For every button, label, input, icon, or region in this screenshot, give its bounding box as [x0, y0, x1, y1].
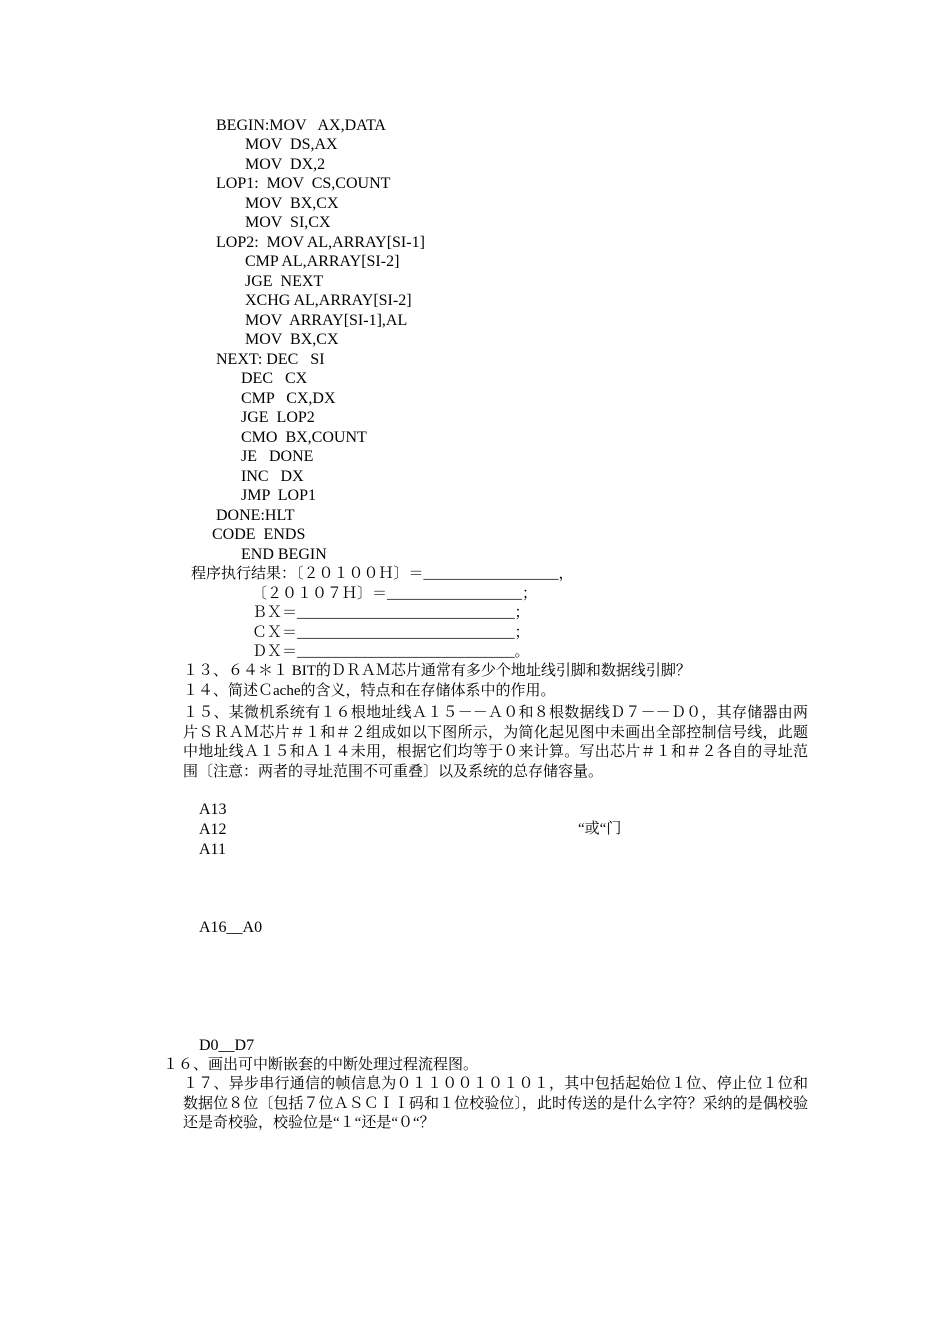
label-or-gate: “或“门 — [578, 821, 622, 837]
label-a16-a0: A16__A0 — [199, 919, 263, 936]
question-14: １４、简述Ｃache的含义，特点和在存储体系中的作用。 — [183, 683, 556, 699]
code-line: MOV BX,CX — [245, 195, 339, 212]
question-13: １３、６４＊１ BIT的ＤＲＡＭ芯片通常有多少个地址线引脚和数据线引脚？ — [183, 663, 691, 679]
result-line: ＤＸ＝_____________________________。 — [252, 644, 530, 660]
label-a12: A12 — [199, 821, 227, 838]
question-15: １５、某微机系统有１６根地址线Ａ１５－－Ａ０和８根数据线Ｄ７－－Ｄ０，其存储器由两片ＳＲＡＭ芯片＃１和＃２组成如以下图所示，为简化起见图中未画出全部控制信号线，此题中地址线Ａ１５和Ａ１４未用，根据它们均等于０来计算。写出芯片＃１和＃２各自的寻址范围〔注意：两者的寻址范围不可重叠〕以及系统的总存储容量。 — [183, 705, 808, 780]
result-line: 程序执行结果：〔２０１００Ｈ〕＝__________________， — [191, 566, 574, 582]
code-line: LOP1: MOV CS,COUNT — [216, 175, 391, 192]
code-line: CMP AL,ARRAY[SI-2] — [245, 253, 400, 270]
code-line: MOV SI,CX — [245, 214, 331, 231]
code-line: XCHG AL,ARRAY[SI-2] — [245, 292, 412, 309]
code-line: MOV ARRAY[SI-1],AL — [245, 312, 408, 329]
code-line: JE DONE — [241, 448, 314, 465]
code-line: DEC CX — [241, 370, 308, 387]
code-line: CMO BX,COUNT — [241, 429, 367, 446]
code-line: MOV BX,CX — [245, 331, 339, 348]
result-line: 〔２０１０７Ｈ〕＝__________________； — [252, 586, 538, 602]
code-line: CMP CX,DX — [241, 390, 336, 407]
code-line: MOV DX,2 — [245, 156, 326, 173]
code-line: JGE NEXT — [245, 273, 324, 290]
code-line: BEGIN:MOV AX,DATA — [216, 117, 386, 134]
code-line: JGE LOP2 — [241, 409, 315, 426]
question-16: １６、画出可中断嵌套的中断处理过程流程图。 — [163, 1057, 479, 1073]
result-line: ＢＸ＝_____________________________； — [252, 605, 530, 621]
label-a11: A11 — [199, 841, 226, 858]
code-line: JMP LOP1 — [241, 487, 316, 504]
label-a13: A13 — [199, 801, 227, 818]
code-line: NEXT: DEC SI — [216, 351, 325, 368]
code-line: MOV DS,AX — [245, 136, 338, 153]
code-line: CODE ENDS — [212, 526, 306, 543]
code-line: DONE:HLT — [216, 507, 295, 524]
code-line: INC DX — [241, 468, 304, 485]
label-d0-d7: D0__D7 — [199, 1037, 255, 1054]
question-17: １７、异步串行通信的帧信息为０１１００１０１０１，其中包括起始位１位、停止位１位和数据位８位〔包括７位ＡＳＣＩＩ码和１位校验位〕，此时传送的是什么字符？采纳的是偶校验还是奇校验，校验位是“１“还是“０“？ — [183, 1076, 808, 1131]
result-line: ＣＸ＝_____________________________； — [252, 625, 530, 641]
code-line: END BEGIN — [241, 546, 327, 563]
code-line: LOP2: MOV AL,ARRAY[SI-1] — [216, 234, 425, 251]
